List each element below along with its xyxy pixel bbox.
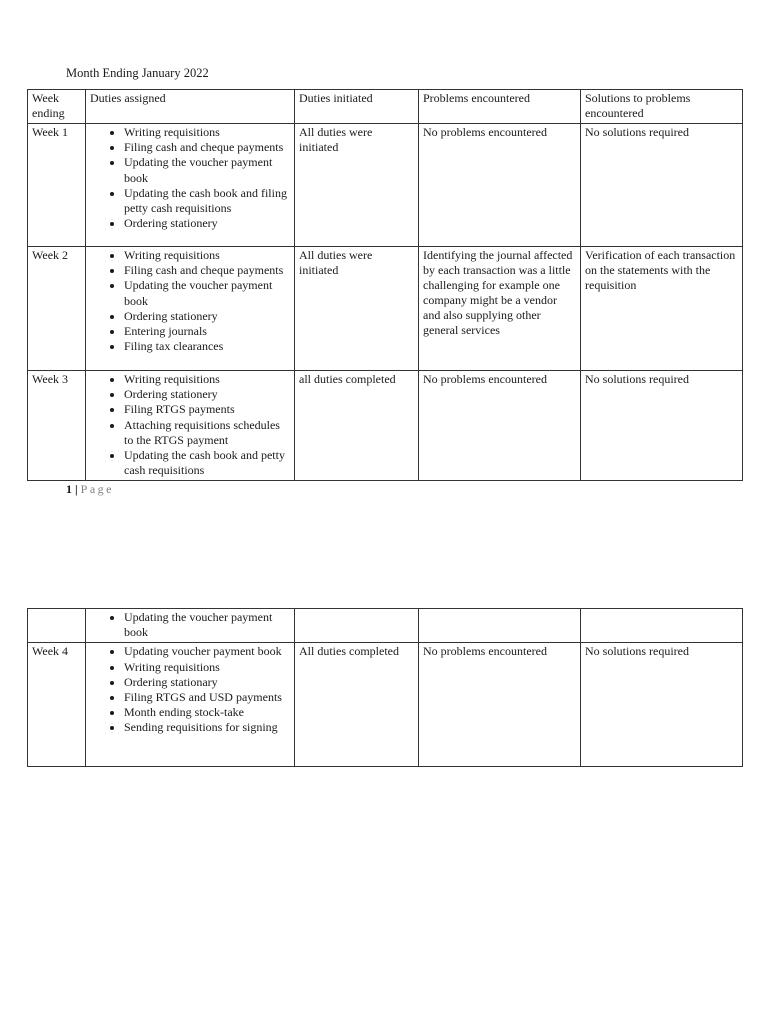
document-title: Month Ending January 2022 bbox=[66, 66, 209, 80]
duties-list bbox=[90, 372, 290, 478]
table-row bbox=[28, 609, 743, 643]
list-item: • Updating voucher payment book bbox=[124, 644, 290, 659]
list-item: • Ordering stationery bbox=[124, 387, 290, 402]
list-item: • Entering journals bbox=[124, 324, 290, 339]
problems-cell: No problems encountered bbox=[419, 124, 581, 247]
solutions-cell bbox=[581, 609, 743, 643]
list-item: • Filing cash and cheque payments bbox=[124, 263, 290, 278]
week-cell bbox=[28, 609, 86, 643]
list-item: • Writing requisitions bbox=[124, 372, 290, 387]
list-item: • Filing RTGS and USD payments bbox=[124, 690, 290, 705]
initiated-cell: All duties were initiated bbox=[295, 247, 419, 371]
header-duties-assigned: Duties assigned bbox=[86, 90, 295, 124]
week-cell: Week 2 bbox=[28, 247, 86, 371]
problems-cell bbox=[419, 609, 581, 643]
table-row bbox=[28, 247, 743, 371]
list-item: • Updating the voucher payment book bbox=[124, 278, 290, 308]
solutions-cell: No solutions required bbox=[581, 124, 743, 247]
initiated-cell bbox=[295, 609, 419, 643]
duties-list bbox=[90, 125, 290, 231]
list-item: • Writing requisitions bbox=[124, 248, 290, 263]
problems-cell: Identifying the journal affected by each transaction was a little challenging for example one company might be a vendor and also supplying other general services bbox=[419, 247, 581, 371]
problems-cell: No problems encountered bbox=[419, 371, 581, 481]
list-item: • Updating the cash book and petty cash requisitions bbox=[124, 448, 290, 478]
duties-list bbox=[90, 644, 290, 735]
list-item: • Ordering stationery bbox=[124, 309, 290, 324]
list-item: • Month ending stock-take bbox=[124, 705, 290, 720]
page-label: Page bbox=[80, 482, 114, 496]
page-number: 1 bbox=[66, 482, 72, 496]
list-item: • Filing RTGS payments bbox=[124, 402, 290, 417]
duties-cell bbox=[86, 609, 295, 643]
duties-list bbox=[90, 248, 290, 354]
solutions-cell: No solutions required bbox=[581, 371, 743, 481]
duties-cell bbox=[86, 124, 295, 247]
list-item: • Writing requisitions bbox=[124, 660, 290, 675]
list-item: • Filing tax clearances bbox=[124, 339, 290, 354]
duties-cell bbox=[86, 643, 295, 767]
initiated-cell: All duties completed bbox=[295, 643, 419, 767]
header-week-ending: Week ending bbox=[28, 90, 86, 124]
initiated-cell: All duties were initiated bbox=[295, 124, 419, 247]
list-item: • Ordering stationery bbox=[124, 216, 290, 231]
list-item: • Filing cash and cheque payments bbox=[124, 140, 290, 155]
duties-list bbox=[90, 610, 290, 640]
duties-cell bbox=[86, 371, 295, 481]
duties-cell bbox=[86, 247, 295, 371]
header-problems-encountered: Problems encountered bbox=[419, 90, 581, 124]
list-item: • Sending requisitions for signing bbox=[124, 720, 290, 735]
list-item: • Attaching requisitions schedules to the RTGS payment bbox=[124, 418, 290, 448]
solutions-cell: No solutions required bbox=[581, 643, 743, 767]
duties-table-page-2 bbox=[27, 608, 743, 767]
header-duties-initiated: Duties initiated bbox=[295, 90, 419, 124]
week-cell: Week 1 bbox=[28, 124, 86, 247]
table-header-row bbox=[28, 90, 743, 124]
list-item: • Ordering stationary bbox=[124, 675, 290, 690]
list-item: • Writing requisitions bbox=[124, 125, 290, 140]
page-separator: | bbox=[72, 482, 81, 496]
table-row bbox=[28, 124, 743, 247]
list-item: • Updating the voucher payment book bbox=[124, 610, 290, 640]
initiated-cell: all duties completed bbox=[295, 371, 419, 481]
list-item: • Updating the cash book and filing petty cash requisitions bbox=[124, 186, 290, 216]
header-solutions: Solutions to problems encountered bbox=[581, 90, 743, 124]
week-cell: Week 3 bbox=[28, 371, 86, 481]
table-row bbox=[28, 643, 743, 767]
solutions-cell: Verification of each transaction on the statements with the requisition bbox=[581, 247, 743, 371]
duties-table-page-1 bbox=[27, 89, 743, 481]
week-cell: Week 4 bbox=[28, 643, 86, 767]
problems-cell: No problems encountered bbox=[419, 643, 581, 767]
page-footer bbox=[66, 482, 114, 497]
list-item: • Updating the voucher payment book bbox=[124, 155, 290, 185]
table-row bbox=[28, 371, 743, 481]
